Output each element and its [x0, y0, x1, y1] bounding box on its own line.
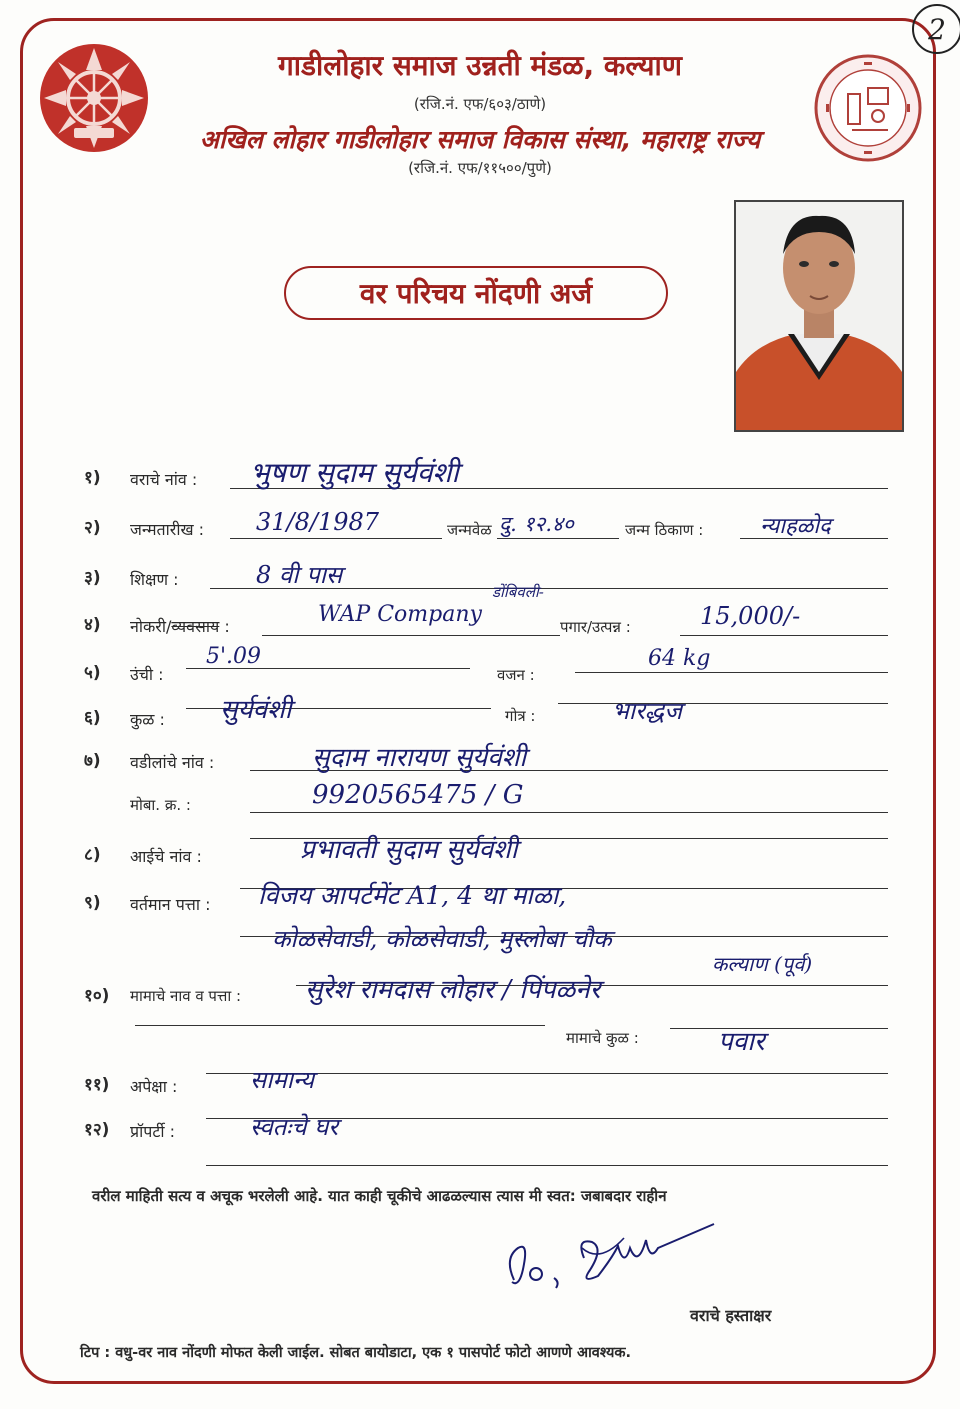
mobile-value: 9920565475 / G	[312, 780, 524, 810]
address-label: वर्तमान पत्ता :	[130, 895, 211, 914]
gotra-label: गोत्र :	[505, 707, 536, 725]
birth-time-line	[497, 538, 619, 539]
uncle-label: मामाचे नाव व पत्ता :	[130, 987, 242, 1005]
property-value: स्वतःचे घर	[250, 1113, 339, 1141]
mother-name-value: प्रभावती सुदाम सुर्यवंशी	[300, 835, 518, 865]
page-number-mark: 2	[912, 4, 960, 54]
birth-place-label: जन्म ठिकाण :	[625, 521, 704, 539]
signature-label: वराचे हस्ताक्षर	[690, 1306, 772, 1325]
property-label: प्रॉपर्टी :	[130, 1122, 176, 1141]
row-number: १२)	[84, 1120, 110, 1140]
dob-value: 31/8/1987	[256, 508, 380, 536]
row-number: ९)	[84, 893, 101, 913]
height-label: उंची :	[130, 665, 164, 684]
uncle-kul-line	[670, 1028, 888, 1029]
height-value: 5'.09	[206, 644, 262, 669]
row-number: ६)	[84, 708, 101, 728]
society-seal-icon	[812, 52, 924, 164]
father-name-label: वडीलांचे नांव :	[130, 753, 215, 772]
birth-time-label: जन्मवेळ	[447, 521, 492, 539]
kul-value: सुर्यवंशी	[220, 695, 292, 725]
groom-signature	[500, 1218, 720, 1300]
form-title: वर परिचय नोंदणी अर्ज	[284, 266, 668, 320]
row-number: ३)	[84, 568, 101, 588]
address-value-line-1: विजय आपर्टमेंट A1, 4 था माळा,	[258, 881, 567, 910]
row-number: ११)	[84, 1075, 110, 1095]
wheel-emblem-icon	[38, 42, 150, 154]
gotra-value: भारद्धज	[612, 697, 682, 725]
uncle-line-2	[135, 1025, 545, 1026]
passport-photo	[734, 200, 904, 432]
expectation-value: सामान्य	[250, 1066, 315, 1094]
property-line-2	[206, 1165, 888, 1166]
weight-value: 64 kg	[648, 646, 711, 671]
gotra-line	[558, 703, 888, 704]
row-number: १०)	[84, 986, 110, 1006]
row-number: ८)	[84, 845, 101, 865]
row-number: ७)	[84, 751, 101, 771]
mobile-line	[250, 812, 888, 813]
birth-place-value: न्याहळोद	[760, 514, 831, 539]
education-value: 8 वी पास	[256, 561, 343, 589]
dob-line	[230, 538, 442, 539]
weight-label: वजन :	[497, 666, 535, 684]
expectation-label: अपेक्षा :	[130, 1077, 178, 1096]
salary-value: 15,000/-	[700, 602, 801, 630]
address-value-line-2: कोळसेवाडी, कोळसेवाडी, मुस्लोबा चौक	[272, 925, 612, 953]
state-organization-name: अखिल लोहार गाडीलोहार समाज विकास संस्था, महाराष्ट्र राज्य	[199, 125, 761, 154]
uncle-kul-label: मामाचे कुळ :	[566, 1029, 639, 1047]
mobile-label: मोबा. क्र. :	[130, 796, 191, 814]
job-line	[262, 635, 560, 636]
dob-label: जन्मतारीख :	[130, 520, 205, 539]
birth-time-value: दु. १२.४०	[499, 512, 574, 536]
footer-note: टिप : वधु-वर नाव नोंदणी मोफत केली जाईल. सोबत बायोडाटा, एक १ पासपोर्ट फोटो आणणे आवश्यक.	[80, 1345, 632, 1361]
registration-number: (रजि.नं. एफ/६०३/ठाणे)	[413, 95, 547, 113]
father-name-value: सुदाम नारायण सुर्यवंशी	[312, 743, 527, 773]
row-number: २)	[84, 518, 101, 538]
job-label: नोकरी/व्यवसाय :	[130, 617, 230, 636]
weight-line	[575, 672, 888, 673]
organization-name: गाडीलोहार समाज उन्नती मंडळ, कल्याण	[278, 49, 682, 82]
groom-name-value: भुषण सुदाम सुर्यवंशी	[250, 456, 459, 489]
mother-name-label: आईचे नांव :	[130, 847, 202, 866]
declaration-text: वरील माहिती सत्य व अचूक भरलेली आहे. यात काही चूकीचे आढळल्यास त्यास मी स्वत: जबाबदार राहीन	[92, 1187, 667, 1205]
state-registration-number: (रजि.नं. एफ/११५००/पुणे)	[408, 159, 552, 177]
kul-label: कुळ :	[130, 710, 165, 729]
salary-line	[680, 635, 888, 636]
job-value: WAP Company	[318, 602, 482, 627]
job-location-note: डोंबिवली-	[492, 583, 544, 601]
row-number: ४)	[84, 615, 101, 635]
salary-label: पगार/उत्पन्न :	[560, 618, 631, 636]
uncle-kul-value: पवार	[718, 1027, 765, 1057]
groom-name-label: वराचे नांव :	[130, 470, 198, 489]
row-number: १)	[84, 468, 101, 488]
uncle-value: सुरेश रामदास लोहार / पिंपळनेर	[305, 975, 601, 1005]
education-label: शिक्षण :	[130, 570, 179, 589]
row-number: ५)	[84, 663, 101, 683]
address-value-line-3: कल्याण (पूर्व)	[712, 952, 813, 976]
